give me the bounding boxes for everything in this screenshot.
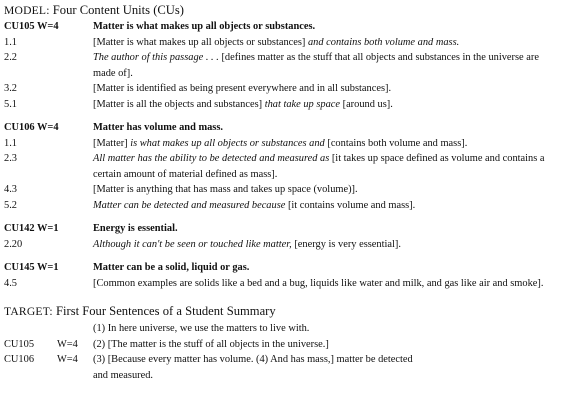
content-unit-id: CU142 bbox=[4, 223, 35, 234]
matched-text: [it contains volume and mass]. bbox=[287, 199, 416, 211]
content-unit-id: CU145 bbox=[4, 262, 35, 273]
contributor-sentence-number: 4.3 bbox=[4, 184, 17, 195]
model-label: MODEL: bbox=[4, 4, 50, 17]
target-sentence-row bbox=[4, 321, 558, 337]
unmatched-text: and contains both volume and mass. bbox=[305, 36, 460, 48]
content-unit-header bbox=[4, 221, 558, 237]
unmatched-text: Matter can be detected and measured because bbox=[93, 199, 288, 211]
contributor-row bbox=[4, 237, 558, 253]
contributor-text bbox=[93, 81, 558, 97]
contributor-sentence-number: 1.1 bbox=[4, 36, 17, 48]
matched-text: [Matter is all the objects and substances] bbox=[93, 98, 263, 110]
contributor-sentence-number: 2.3 bbox=[4, 153, 17, 164]
target-heading-text: First Four Sentences of a Student Summary bbox=[56, 304, 276, 318]
target-sentence-row bbox=[4, 352, 558, 383]
content-unit bbox=[4, 260, 558, 291]
contributor-text bbox=[93, 151, 558, 182]
content-unit-id: CU105 bbox=[4, 21, 35, 32]
contributor-sentence-number: 2.20 bbox=[4, 238, 23, 250]
contributor-text bbox=[93, 276, 558, 292]
contributor-row bbox=[4, 182, 558, 198]
target-cu-weight: W=4 bbox=[57, 338, 78, 350]
matched-text: [defines matter as the stuff that all objects and substances in the universe are made of]. bbox=[93, 52, 539, 79]
content-unit-title: Matter has volume and mass. bbox=[93, 122, 223, 133]
contributor-text bbox=[93, 35, 558, 51]
matched-text: [it takes up space defined as volume and contains a certain amount of material defined as mass]. bbox=[93, 153, 545, 180]
target-sentence-row bbox=[4, 337, 558, 353]
contributor-text bbox=[93, 97, 558, 113]
content-unit-header bbox=[4, 19, 558, 35]
content-unit-list bbox=[4, 19, 558, 291]
content-unit-weight: W=4 bbox=[37, 21, 59, 32]
target-sentence-text: (1) In here universe, we use the matters to live with. bbox=[93, 323, 310, 334]
contributor-row bbox=[4, 35, 558, 51]
target-cu-weight bbox=[57, 321, 93, 337]
model-heading-text: Four Content Units (CUs) bbox=[52, 3, 184, 17]
matched-text: [Matter is anything that has mass and takes up space (volume)]. bbox=[93, 184, 358, 195]
content-unit-weight: W=1 bbox=[37, 262, 59, 273]
contributor-row bbox=[4, 198, 558, 214]
contributor-row bbox=[4, 81, 558, 97]
target-section bbox=[4, 303, 558, 383]
contributor-sentence-number: 1.1 bbox=[4, 137, 17, 149]
content-unit-header bbox=[4, 120, 558, 136]
unmatched-text: Although it can't be seen or touched like matter, bbox=[93, 238, 292, 250]
matched-text: [contains both volume and mass]. bbox=[327, 137, 468, 149]
contributor-text bbox=[93, 136, 558, 152]
matched-text: [Matter is what makes up all objects or substances] bbox=[93, 36, 306, 48]
contributor-row bbox=[4, 50, 558, 81]
contributor-text bbox=[93, 198, 558, 214]
content-unit-id-weight bbox=[4, 221, 93, 237]
target-cu-id: CU106 bbox=[4, 354, 35, 365]
contributor-row bbox=[4, 136, 558, 152]
content-unit-weight: W=1 bbox=[37, 223, 59, 234]
target-heading bbox=[4, 303, 558, 320]
content-unit-header bbox=[4, 260, 558, 276]
matched-text: [Matter is identified as being present everywhere and in all substances]. bbox=[93, 83, 392, 94]
contributor-text bbox=[93, 182, 558, 198]
page bbox=[4, 2, 558, 383]
contributor-row bbox=[4, 276, 558, 292]
contributor-sentence-number: 3.2 bbox=[4, 83, 17, 94]
target-cu-id: CU105 bbox=[4, 338, 35, 350]
unmatched-text: The author of this passage . . . bbox=[93, 52, 219, 63]
content-unit bbox=[4, 19, 558, 112]
content-unit-id-weight bbox=[4, 120, 93, 136]
target-sentence-list bbox=[4, 321, 558, 383]
unmatched-text: that take up space bbox=[262, 98, 343, 110]
contributor-text bbox=[93, 237, 558, 253]
contributor-sentence-number: 5.2 bbox=[4, 199, 17, 211]
target-sentence-text: (2) [The matter is the stuff of all objects in the universe.] bbox=[93, 338, 329, 350]
unmatched-text: is what makes up all objects or substances and bbox=[127, 137, 328, 149]
contributor-sentence-number: 2.2 bbox=[4, 52, 17, 63]
contributor-row bbox=[4, 97, 558, 113]
target-sentence-text: (3) [Because every matter has volume. (4) And has mass,] matter be detected and measured. bbox=[93, 354, 413, 381]
target-label: TARGET: bbox=[4, 305, 53, 318]
content-unit-title: Energy is essential. bbox=[93, 223, 178, 234]
content-unit bbox=[4, 221, 558, 252]
content-unit-id-weight bbox=[4, 19, 93, 35]
content-unit-title: Matter can be a solid, liquid or gas. bbox=[93, 262, 250, 273]
content-unit-id-weight bbox=[4, 260, 93, 276]
contributor-sentence-number: 5.1 bbox=[4, 98, 17, 110]
matched-text: [Matter] bbox=[93, 137, 128, 149]
content-unit-id: CU106 bbox=[4, 122, 35, 133]
matched-text: [Common examples are solids like a bed and a bug, liquids like water and milk, and gas like air and smoke]. bbox=[93, 277, 544, 289]
model-heading bbox=[4, 2, 558, 19]
unmatched-text: All matter has the ability to be detected and measured as bbox=[93, 153, 332, 164]
content-unit-title: Matter is what makes up all objects or substances. bbox=[93, 21, 316, 32]
content-unit-weight: W=4 bbox=[37, 122, 59, 133]
content-unit bbox=[4, 120, 558, 213]
target-cu-weight: W=4 bbox=[57, 354, 78, 365]
contributor-text bbox=[93, 50, 558, 81]
target-cu-id bbox=[4, 321, 57, 337]
matched-text: [around us]. bbox=[342, 98, 393, 110]
matched-text: [energy is very essential]. bbox=[291, 238, 401, 250]
contributor-row bbox=[4, 151, 558, 182]
contributor-sentence-number: 4.5 bbox=[4, 277, 17, 289]
